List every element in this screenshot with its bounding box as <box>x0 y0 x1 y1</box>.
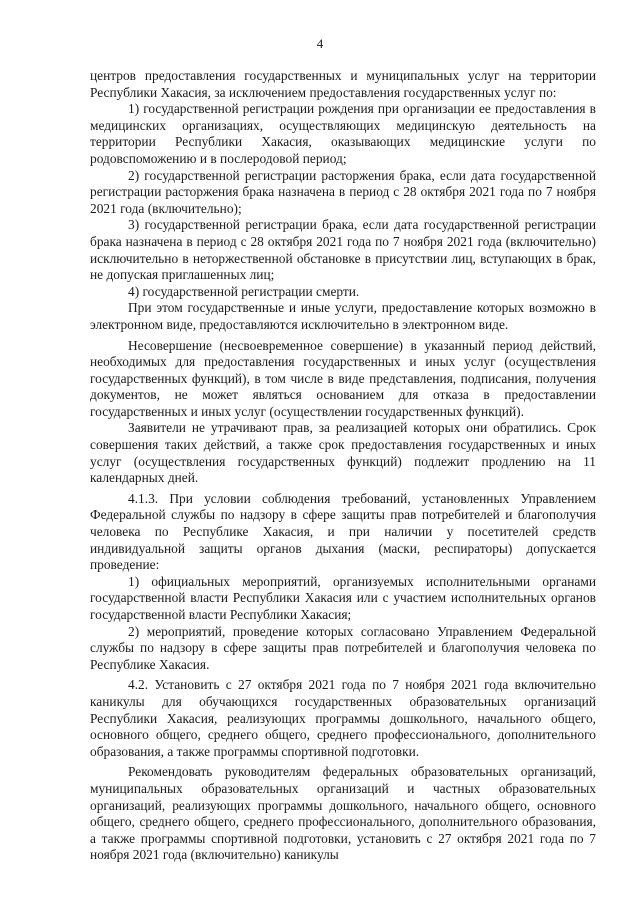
paragraph-item-1-birth-registration: 1) государственной регистрации рождения при организации ее предоставления в медицинских организациях, осуществляющих медицинскую деятельность на территории Республики Хакасия, оказывающих медицинские услуги по родовспоможению и в послеродовой период; <box>90 101 596 166</box>
paragraph-official-events: 1) официальных мероприятий, организуемых исполнительными органами государственной власти Республики Хакасия или с участием исполнительных органов государственной власти Республики Хакасия; <box>90 573 596 622</box>
paragraph-section-4-1-3: 4.1.3. При условии соблюдения требований, установленных Управлением Федеральной службы по надзору в сфере защиты прав потребителей и благополучия человека по Республике Хакасия, и при наличии у посетителей средств индивидуальной защиты органов дыхания (маски, респираторы) допускается проведение: <box>90 490 596 573</box>
document-body <box>90 68 596 864</box>
paragraph-section-4-2: 4.2. Установить с 27 октября 2021 года по 7 ноября 2021 года включительно каникулы для обучающихся государственных образовательных организаций Республики Хакасия, реализующих программы дошкольного, начального общего, основного общего, среднего общего, среднего профессионального, дополнительного образования, а также программы спортивной подготовки. <box>90 677 596 759</box>
paragraph-item-2-divorce-registration: 2) государственной регистрации расторжения брака, если дата государственной регистрации расторжения брака назначена в период с 28 октября 2021 года по 7 ноября 2021 года (включительно); <box>90 167 596 216</box>
paragraph-non-performance: Несовершение (несвоевременное совершение) в указанный период действий, необходимых для предоставления государственных и иных услуг (осуществления государственных функций), в том числе в виде представления, подписания, получения документов, не может являться основанием для отказа в предоставлении государственных и иных услуг (осуществлении государственных функций). <box>90 337 596 419</box>
paragraph-electronic-services: При этом государственные и иные услуги, предоставление которых возможно в электронном виде, предоставляются исключительно в электронном виде. <box>90 300 596 332</box>
paragraph-intro-continuation: центров предоставления государственных и муниципальных услуг на территории Республики Хакасия, за исключением предоставления государственных услуг по: <box>90 68 596 100</box>
paragraph-applicants-rights: Заявители не утрачивают прав, за реализацией которых они обратились. Срок совершения таких действий, а также срок предоставления государственных и иных услуг (осуществления государственных функций) подлежит продлению на 11 календарных дней. <box>90 420 596 486</box>
paragraph-recommendation: Рекомендовать руководителям федеральных образовательных организаций, муниципальных образовательных организаций и частных образовательных организаций, реализующих программы дошкольного, начального общего, основного общего, среднего общего, среднего профессионального, дополнительного образования, а также программы спортивной подготовки, установить с 27 октября 2021 года по 7 ноября 2021 года (включительно) каникулы <box>90 764 596 863</box>
page-number: 4 <box>316 36 324 51</box>
paragraph-item-3-marriage-registration: 3) государственной регистрации брака, если дата государственной регистрации брака назначена в период с 28 октября 2021 года по 7 ноября 2021 года (включительно) исключительно в неторжественной обстановке в присутствии лиц, вступающих в брак, не допуская приглашенных лиц; <box>90 217 596 283</box>
paragraph-approved-events: 2) мероприятий, проведение которых согласовано Управлением Федеральной службы по надзору в сфере защиты прав потребителей и благополучия человека по Республике Хакасия. <box>90 623 596 672</box>
paragraph-item-4-death-registration: 4) государственной регистрации смерти. <box>128 283 360 299</box>
